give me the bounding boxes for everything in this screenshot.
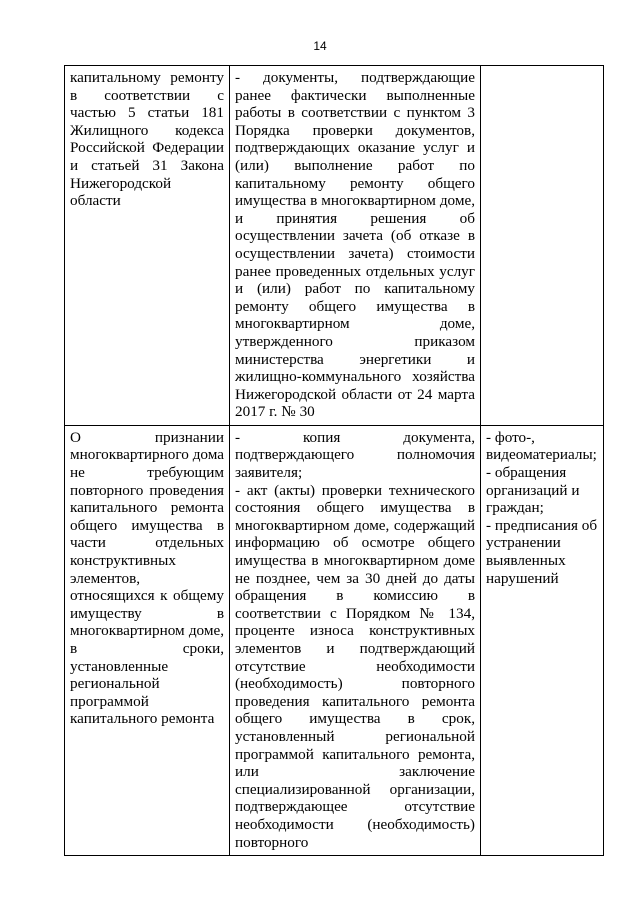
documents-item: - акт (акты) проверки технического состояния общего имущества в многоквартирном доме, содержащий информацию об осмотре общего имущества в многоквартирном доме не позднее, чем за 30 дней до даты обращения в комиссию в соответствии с Порядком № 134, проценте износа конструктивных элементов и подтверждающий отсутствие необходимости (необходимость) повторного проведения капитального ремонта общего имущества в срок, установленный региональной программой капитального ремонта, или заключение специализированной организации, подтверждающее отсутствие необходимости (необходимость) повторного <box>235 481 475 851</box>
documents-cell <box>230 66 481 426</box>
requirements-table <box>64 65 604 856</box>
materials-item: - обращения организаций и граждан; <box>486 464 580 517</box>
decision-cell <box>65 425 230 855</box>
materials-item: - фото-, видеоматериалы; <box>486 428 597 464</box>
decision-cell <box>65 66 230 426</box>
documents-item: - копия документа, подтверждающего полномочия заявителя; <box>235 428 475 482</box>
materials-item: - предписания об устранении выявленных нарушений <box>486 516 598 587</box>
documents-text: - документы, подтверждающие ранее фактически выполненные работы в соответствии с пунктом 3 Порядка проверки документов, подтверждающих оказание услуг и (или) выполнение работ по капитальному ремонту общего имущества в многоквартирном доме, и принятия решения об осуществлении зачета (об отказе в осуществлении зачета) стоимости ранее проведенных отдельных услуг и (или) работ по капитальному ремонту общего имущества в многоквартирном доме, утвержденного приказом министерства энергетики и жилищно-коммунального хозяйства Нижегородской области от 24 марта 2017 г. № 30 <box>235 69 475 421</box>
additional-materials-cell <box>481 425 604 855</box>
table-row <box>65 425 604 855</box>
documents-cell <box>230 425 481 855</box>
decision-text: капитальному ремонту в соответствии с частью 5 статьи 181 Жилищного кодекса Российской Федерации и статьей 31 Закона Нижегородской области <box>70 69 224 210</box>
page-number: 14 <box>313 39 327 53</box>
additional-materials-cell <box>481 66 604 426</box>
table-row <box>65 66 604 426</box>
decision-text: О признании многоквартирного дома не требующим повторного проведения капитального ремонта общего имущества в части отдельных конструктивных элементов, относящихся к общему имуществу в многоквартирном доме, в сроки, установленные региональной программой капитального ремонта <box>70 428 224 728</box>
